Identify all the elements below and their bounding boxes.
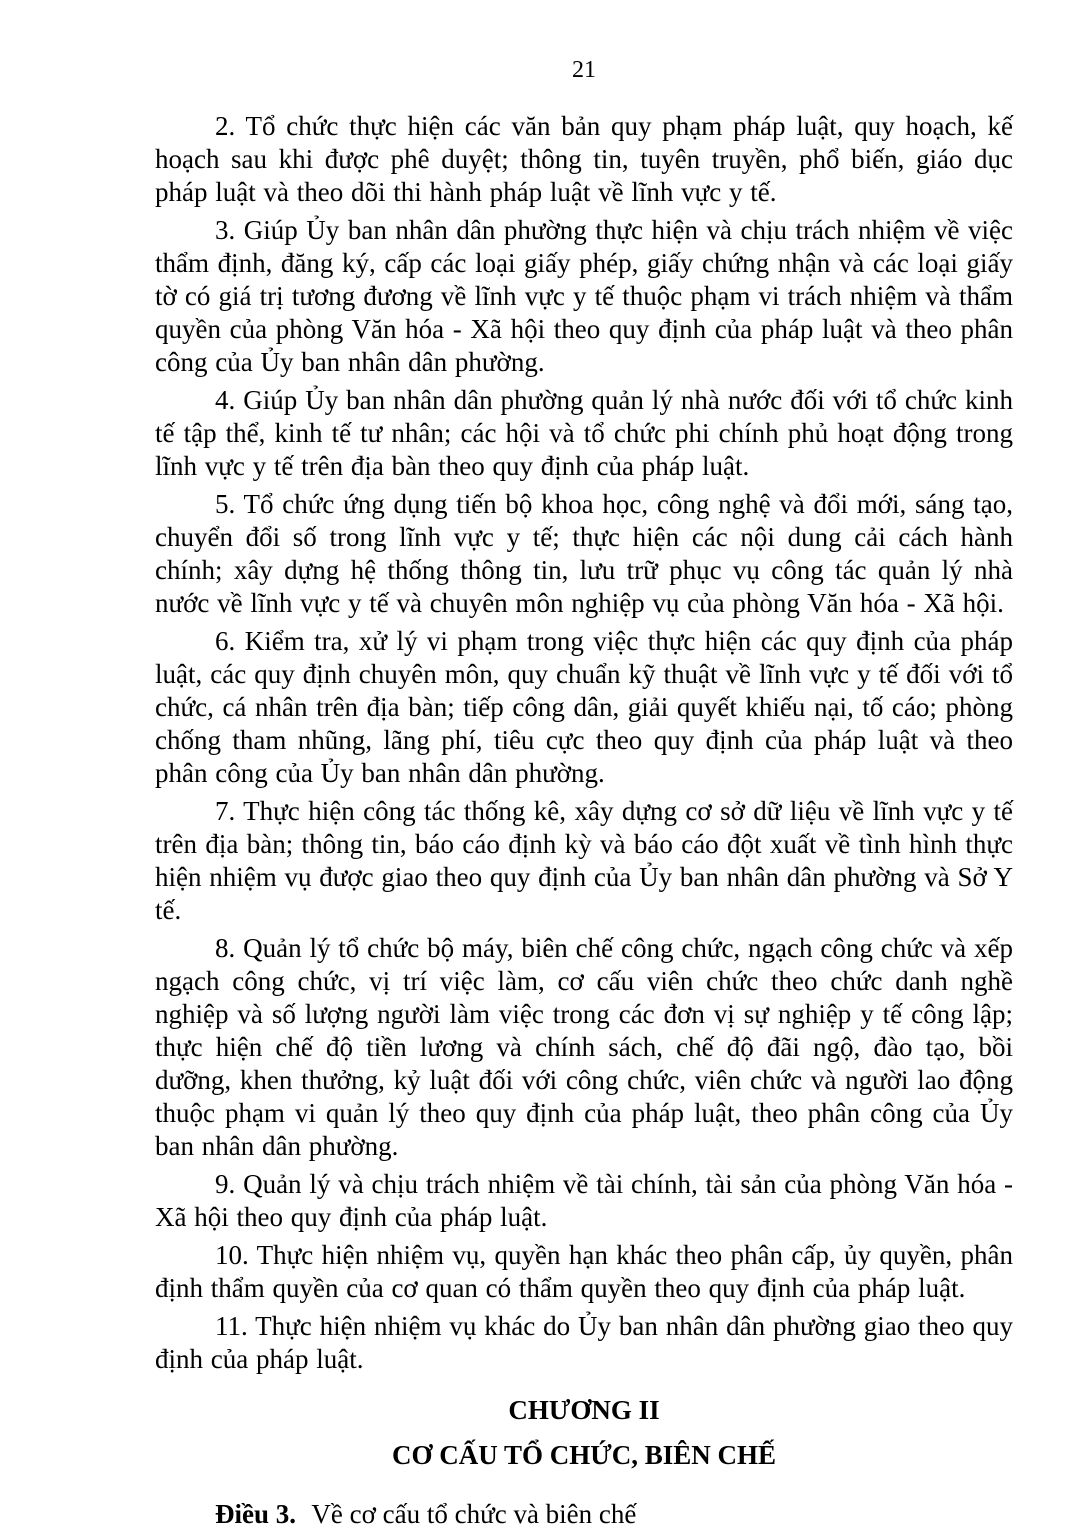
clause-6: 6. Kiểm tra, xử lý vi phạm trong việc thực hiện các quy định của pháp luật, các quy định chuyên môn, quy chuẩn kỹ thuật về lĩnh vực y tế đối với tổ chức, cá nhân trên địa bàn; tiếp công dân, giải quyết khiếu nại, tố cáo; phòng chống tham nhũng, lãng phí, tiêu cực theo quy định của pháp luật và theo phân công của Ủy ban nhân dân phường.: [155, 626, 1013, 788]
clause-2: 2. Tổ chức thực hiện các văn bản quy phạm pháp luật, quy hoạch, kế hoạch sau khi được phê duyệt; thông tin, tuyên truyền, phổ biến, giáo dục pháp luật và theo dõi thi hành pháp luật về lĩnh vực y tế.: [155, 111, 1013, 207]
article-title: Về cơ cấu tổ chức và biên chế: [311, 1499, 637, 1529]
clause-4: 4. Giúp Ủy ban nhân dân phường quản lý nhà nước đối với tổ chức kinh tế tập thể, kinh tế tư nhân; các hội và tổ chức phi chính phủ hoạt động trong lĩnh vực y tế trên địa bàn theo quy định của pháp luật.: [155, 385, 1013, 481]
page-content: [155, 56, 1013, 1531]
clause-8: 8. Quản lý tổ chức bộ máy, biên chế công chức, ngạch công chức và xếp ngạch công chức, vị trí việc làm, cơ cấu viên chức theo chức danh nghề nghiệp và số lượng người làm việc trong các đơn vị sự nghiệp y tế công lập; thực hiện chế độ tiền lương và chính sách, chế độ đãi ngộ, đào tạo, bồi dưỡng, khen thưởng, kỷ luật đối với công chức, viên chức và người lao động thuộc phạm vi quản lý theo quy định của pháp luật, theo phân công của Ủy ban nhân dân phường.: [155, 933, 1013, 1161]
clause-9: 9. Quản lý và chịu trách nhiệm về tài chính, tài sản của phòng Văn hóa - Xã hội theo quy định của pháp luật.: [155, 1169, 1013, 1232]
chapter-heading: CHƯƠNG II: [508, 1395, 660, 1425]
clause-7: 7. Thực hiện công tác thống kê, xây dựng cơ sở dữ liệu về lĩnh vực y tế trên địa bàn; thông tin, báo cáo định kỳ và báo cáo đột xuất về tình hình thực hiện nhiệm vụ được giao theo quy định của Ủy ban nhân dân phường và Sở Y tế.: [155, 796, 1013, 925]
article-3-line: [155, 1498, 1013, 1531]
clause-5: 5. Tổ chức ứng dụng tiến bộ khoa học, công nghệ và đổi mới, sáng tạo, chuyển đổi số trong lĩnh vực y tế; thực hiện các nội dung cải cách hành chính; xây dựng hệ thống thông tin, lưu trữ phục vụ công tác quản lý nhà nước về lĩnh vực y tế và chuyên môn nghiệp vụ của phòng Văn hóa - Xã hội.: [155, 489, 1013, 618]
article-label: Điều 3.: [215, 1499, 296, 1529]
page-number: 21: [572, 57, 596, 83]
clause-10: 10. Thực hiện nhiệm vụ, quyền hạn khác theo phân cấp, ủy quyền, phân định thẩm quyền của cơ quan có thẩm quyền theo quy định của pháp luật.: [155, 1240, 1013, 1303]
clause-3: 3. Giúp Ủy ban nhân dân phường thực hiện và chịu trách nhiệm về việc thẩm định, đăng ký, cấp các loại giấy phép, giấy chứng nhận và các loại giấy tờ có giá trị tương đương về lĩnh vực y tế thuộc phạm vi trách nhiệm và thẩm quyền của phòng Văn hóa - Xã hội theo quy định của pháp luật và theo phân công của Ủy ban nhân dân phường.: [155, 215, 1013, 377]
chapter-title: CƠ CẤU TỔ CHỨC, BIÊN CHẾ: [391, 1440, 777, 1470]
clause-11: 11. Thực hiện nhiệm vụ khác do Ủy ban nhân dân phường giao theo quy định của pháp luật.: [155, 1311, 1013, 1374]
